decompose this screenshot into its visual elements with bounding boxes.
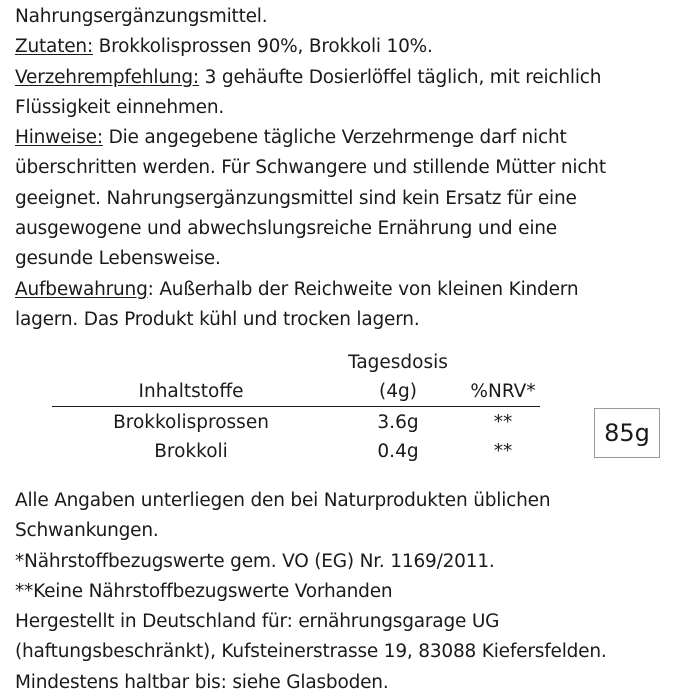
disclaimer-line-1: Alle Angaben unterliegen den bei Naturprodukten üblichen bbox=[15, 490, 551, 511]
ingredients-label: Zutaten: bbox=[15, 36, 93, 58]
storage-line-2: lagern. Das Produkt kühl und trocken lagern. bbox=[15, 308, 420, 330]
header-daily-dose: Tagesdosis bbox=[348, 352, 448, 373]
header-nrv: %NRV* bbox=[470, 381, 536, 402]
table-divider bbox=[52, 406, 540, 407]
ingredients-line bbox=[15, 32, 695, 62]
row-1-amount: 3.6g bbox=[377, 412, 419, 433]
notes-line-1 bbox=[15, 123, 695, 153]
dosage-label: Verzehrempfehlung: bbox=[15, 66, 199, 88]
row-1-nrv: ** bbox=[493, 412, 513, 433]
notes-line-2: überschritten werden. Für Schwangere und stillende Mütter nicht bbox=[15, 157, 606, 179]
notes-text-1: Die angegebene tägliche Verzehrmenge darf nicht bbox=[102, 127, 567, 149]
manufacturer-line-2: (haftungsbeschränkt), Kufsteinerstrasse 19, 83088 Kiefersfelden. bbox=[15, 641, 607, 663]
label-text-bottom bbox=[15, 486, 695, 698]
storage-text-1: : Außerhalb der Reichweite von kleinen Kindern bbox=[147, 278, 579, 300]
footnote-no-nrv: **Keine Nährstoffbezugswerte Vorhanden bbox=[15, 580, 393, 602]
manufacturer-line-1: Hergestellt in Deutschland für: ernährungsgarage UG bbox=[15, 611, 500, 633]
row-2-amount: 0.4g bbox=[377, 441, 419, 462]
disclaimer-line-2: Schwankungen. bbox=[15, 520, 159, 542]
net-weight-box: 85g bbox=[594, 408, 660, 458]
label-text-top bbox=[15, 2, 695, 335]
footnote-nrv: *Nährstoffbezugswerte gem. VO (EG) Nr. 1169/2011. bbox=[15, 550, 495, 572]
dosage-text-1: 3 gehäufte Dosierlöffel täglich, mit reichlich bbox=[198, 66, 602, 88]
header-daily-dose-amount: (4g) bbox=[379, 381, 417, 402]
row-2-name: Brokkoli bbox=[154, 441, 228, 462]
notes-line-5: gesunde Lebensweise. bbox=[15, 248, 221, 270]
storage-line-1 bbox=[15, 275, 695, 305]
notes-line-3: geeignet. Nahrungsergänzungsmittel sind kein Ersatz für eine bbox=[15, 187, 577, 209]
notes-label: Hinweise: bbox=[15, 127, 103, 149]
product-category: Nahrungsergänzungsmittel. bbox=[15, 6, 268, 27]
dosage-line-2: Flüssigkeit einnehmen. bbox=[15, 96, 225, 118]
header-ingredients: Inhaltstoffe bbox=[138, 381, 244, 402]
ingredients-text: Brokkolisprossen 90%, Brokkoli 10%. bbox=[92, 36, 433, 58]
notes-line-4: ausgewogene und abwechslungsreiche Ernährung und eine bbox=[15, 218, 557, 240]
dosage-line-1 bbox=[15, 63, 695, 93]
best-before: Mindestens haltbar bis: siehe Glasboden. bbox=[15, 671, 389, 693]
row-1-name: Brokkolisprossen bbox=[113, 412, 269, 433]
row-2-nrv: ** bbox=[493, 441, 513, 462]
storage-label: Aufbewahrung bbox=[15, 278, 148, 300]
